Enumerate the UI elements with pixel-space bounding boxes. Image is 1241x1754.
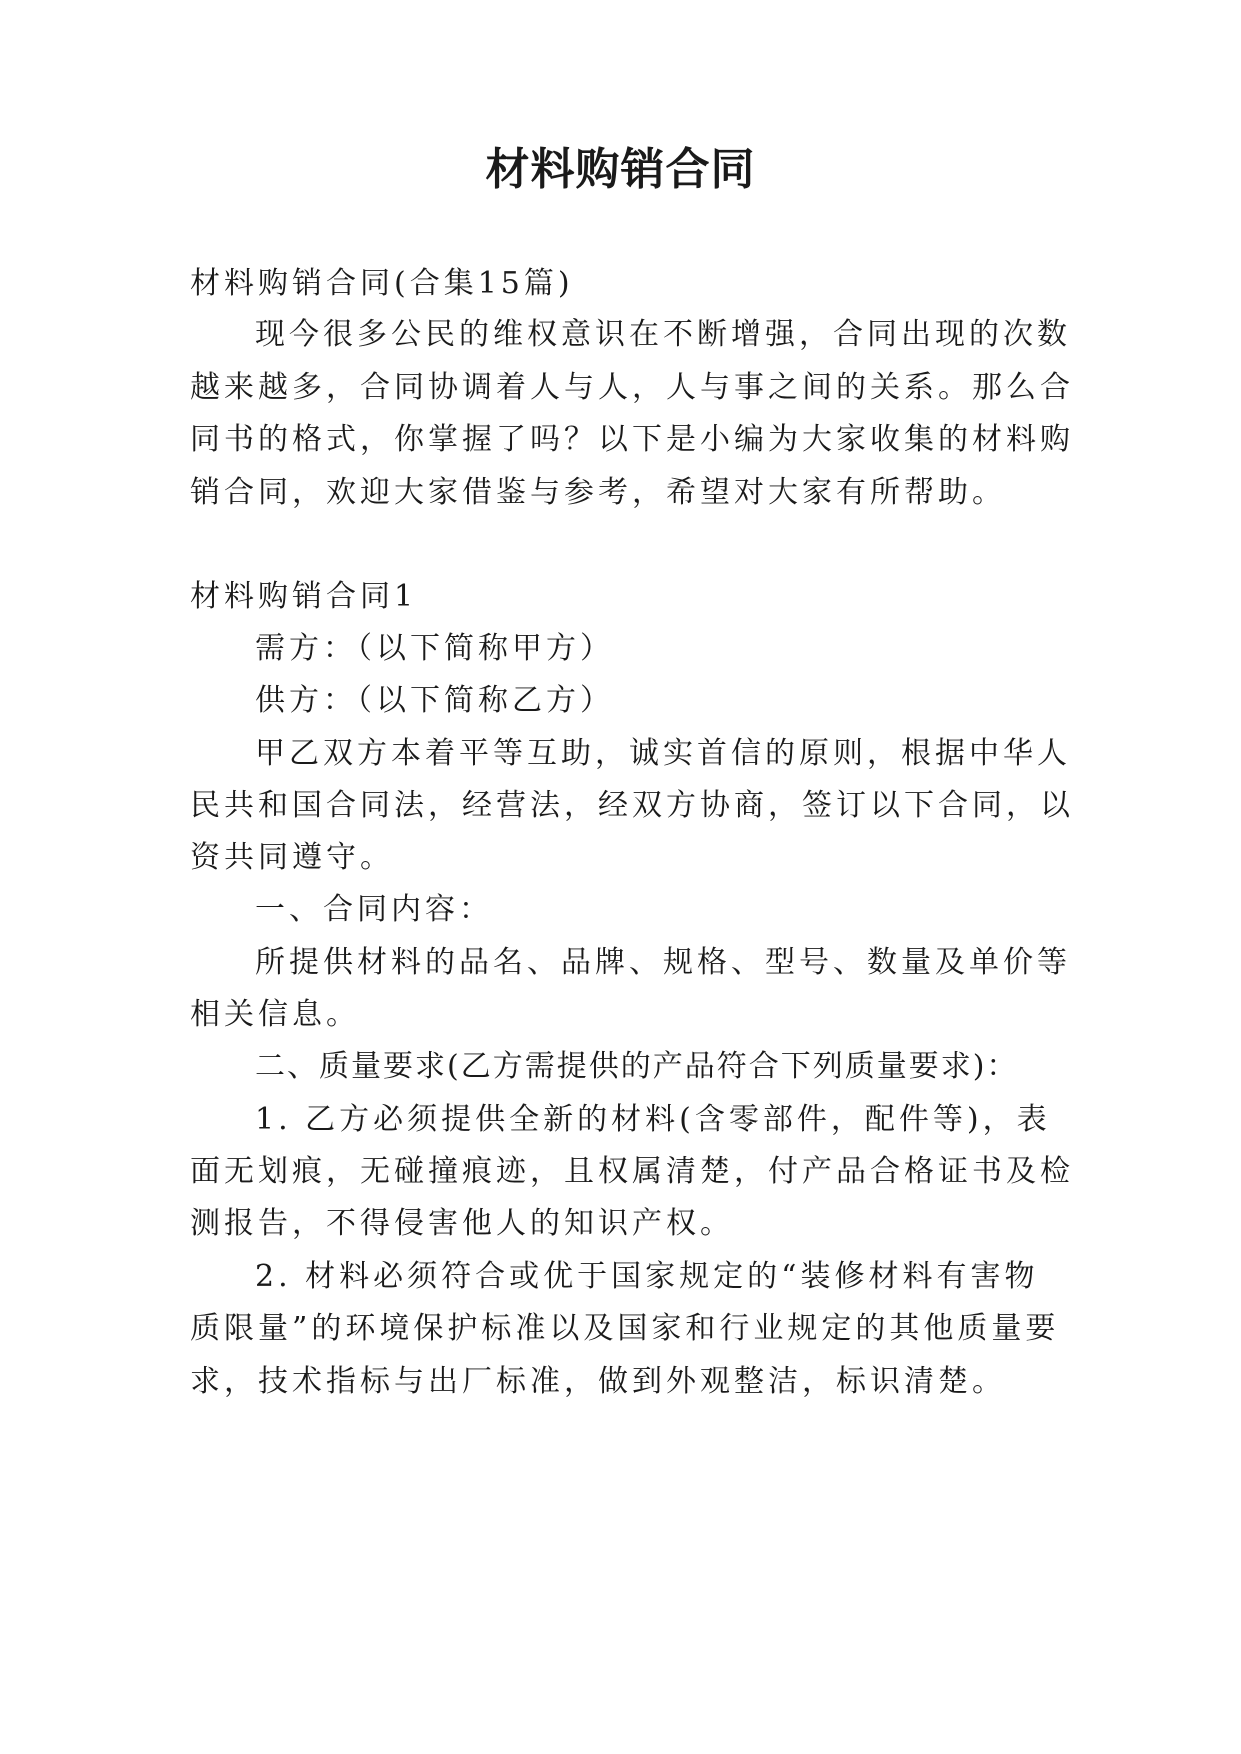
section-body-line: 相关信息。	[190, 997, 360, 1032]
preamble-line: 甲乙双方本着平等互助，诚实首信的原则，根据中华人	[255, 736, 1071, 771]
intro-paragraph-line: 销合同，欢迎大家借鉴与参考，希望对大家有所帮助。	[190, 475, 1006, 510]
section-heading: 二、质量要求(乙方需提供的产品符合下列质量要求)：	[255, 1049, 1019, 1084]
intro-paragraph-line: 越来越多，合同协调着人与人，人与事之间的关系。那么合	[190, 370, 1074, 405]
clause-line: 求，技术指标与出厂标准，做到外观整洁，标识清楚。	[190, 1364, 1006, 1399]
preamble-line: 资共同遵守。	[190, 840, 394, 875]
intro-paragraph-line: 同书的格式，你掌握了吗？以下是小编为大家收集的材料购	[190, 422, 1074, 457]
clause-line: 1. 乙方必须提供全新的材料(含零部件，配件等)，表	[255, 1102, 1051, 1137]
collection-subtitle: 材料购销合同(合集15篇)	[190, 266, 574, 301]
supplier-line: 供方：（以下简称乙方）	[255, 683, 614, 718]
clause-line: 面无划痕，无碰撞痕迹，且权属清楚，付产品合格证书及检	[190, 1154, 1074, 1189]
clause-line: 质限量”的环境保护标准以及国家和行业规定的其他质量要	[190, 1311, 1060, 1346]
section-heading: 一、合同内容：	[255, 892, 493, 927]
document-title: 材料购销合同	[485, 144, 756, 195]
buyer-line: 需方：（以下简称甲方）	[255, 631, 614, 666]
intro-paragraph-line: 现今很多公民的维权意识在不断增强，合同出现的次数	[255, 317, 1071, 352]
section-body-line: 所提供材料的品名、品牌、规格、型号、数量及单价等	[255, 945, 1071, 980]
preamble-line: 民共和国合同法，经营法，经双方协商，签订以下合同，以	[190, 788, 1074, 823]
contract-heading: 材料购销合同1	[190, 579, 418, 614]
clause-line: 测报告，不得侵害他人的知识产权。	[190, 1206, 734, 1241]
clause-line: 2. 材料必须符合或优于国家规定的“装修材料有害物	[255, 1259, 1039, 1294]
